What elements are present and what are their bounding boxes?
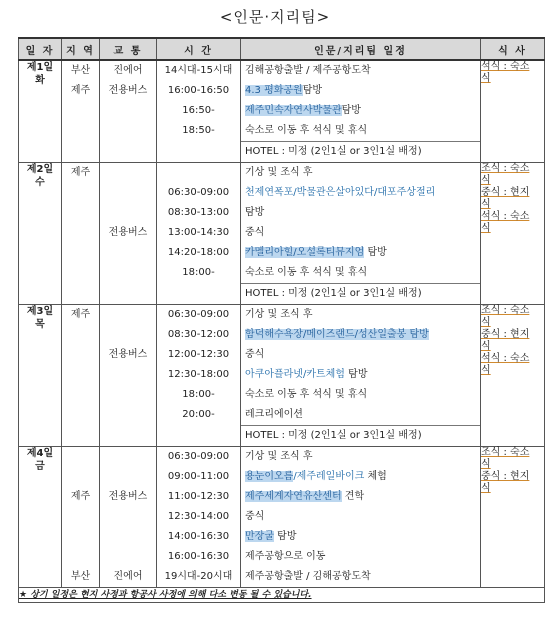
transport-line: 전용버스 xyxy=(108,349,148,360)
time-line xyxy=(157,425,240,445)
transport-line xyxy=(100,365,156,385)
highlighted-place: 제주세계자연유산센터 xyxy=(245,491,342,502)
region-line: 제주 xyxy=(70,167,91,178)
meal-cell xyxy=(481,305,545,447)
itinerary-line xyxy=(241,243,480,263)
transport-cell xyxy=(100,305,157,447)
meal-line: 식 xyxy=(481,341,491,352)
time-line: 18:50- xyxy=(182,125,215,136)
itinerary-line xyxy=(241,365,480,385)
transport-line xyxy=(100,507,156,527)
region-line: 부산 xyxy=(70,65,91,76)
time-cell xyxy=(157,163,241,305)
day-label: 제1일 xyxy=(26,62,54,73)
header-itinerary: 인문/지리팀 일정 xyxy=(241,38,481,60)
meal-line: 조식 : 숙소 xyxy=(481,163,530,174)
itinerary-line xyxy=(241,385,480,405)
meal-line: 중식 : 현지 xyxy=(481,329,530,340)
meal-line: 식 xyxy=(481,73,491,84)
time-line: 11:00-12:30 xyxy=(167,491,230,502)
itinerary-cell xyxy=(241,60,481,163)
region-line xyxy=(62,203,99,223)
time-line: 06:30-09:00 xyxy=(167,451,230,462)
itinerary-text: 중식 xyxy=(245,227,265,238)
time-line: 12:30-14:00 xyxy=(167,511,230,522)
day-cell xyxy=(19,163,62,305)
day-row xyxy=(19,447,545,588)
hotel-info: HOTEL : 미정 (2인1실 or 3인1실 배정) xyxy=(241,283,480,304)
transport-line xyxy=(100,467,156,487)
time-line xyxy=(157,283,240,303)
transport-line xyxy=(100,547,156,567)
time-line: 19시대-20시대 xyxy=(164,571,233,582)
time-line: 16:00-16:30 xyxy=(167,551,230,562)
table-header-row xyxy=(19,38,545,60)
itinerary-text: 탐방 xyxy=(344,369,368,380)
transport-line xyxy=(100,101,156,121)
itinerary-cell xyxy=(241,163,481,305)
itinerary-cell xyxy=(241,305,481,447)
time-cell xyxy=(157,60,241,163)
day-weekday: 금 xyxy=(35,461,45,472)
itinerary-text: 숙소로 이동 후 석식 및 휴식 xyxy=(245,267,368,278)
day-row xyxy=(19,305,545,447)
time-cell xyxy=(157,305,241,447)
meal-cell xyxy=(481,447,545,588)
highlighted-place: 용눈이오름 xyxy=(245,471,294,482)
itinerary-text: 탐방 xyxy=(273,531,297,542)
region-line: 제주 xyxy=(70,309,91,320)
time-line: 08:30-12:00 xyxy=(167,329,230,340)
time-line: 18:00- xyxy=(182,389,215,400)
time-cell xyxy=(157,447,241,588)
time-line: 16:00-16:50 xyxy=(167,85,230,96)
meal-line: 조식 : 숙소 xyxy=(481,305,530,316)
day-label: 제4일 xyxy=(26,448,54,459)
region-line xyxy=(62,507,99,527)
transport-cell xyxy=(100,60,157,163)
meal-line: 식 xyxy=(481,223,491,234)
itinerary-text: 숙소로 이동 후 석식 및 휴식 xyxy=(245,389,368,400)
itinerary-line xyxy=(241,527,480,547)
region-line xyxy=(62,385,99,405)
transport-cell xyxy=(100,163,157,305)
hotel-info: HOTEL : 미정 (2인1실 or 3인1실 배정) xyxy=(241,141,480,162)
itinerary-line xyxy=(241,405,480,425)
header-meal: 식 사 xyxy=(481,38,545,60)
time-line: 13:00-14:30 xyxy=(167,227,230,238)
region-line xyxy=(62,447,99,467)
day-row xyxy=(19,60,545,163)
itinerary-text: 중식 xyxy=(245,349,265,360)
itinerary-line xyxy=(241,183,480,203)
time-line: 06:30-09:00 xyxy=(167,309,230,320)
transport-line xyxy=(100,163,156,183)
region-line xyxy=(62,263,99,283)
itinerary-text: 숙소로 이동 후 석식 및 휴식 xyxy=(245,125,368,136)
itinerary-line xyxy=(241,203,480,223)
time-line: 18:00- xyxy=(182,267,215,278)
time-line: 12:30-18:00 xyxy=(167,369,230,380)
region-line xyxy=(62,425,99,445)
header-region: 지 역 xyxy=(62,38,100,60)
region-cell xyxy=(62,163,100,305)
highlighted-place: 4.3 평화공원 xyxy=(245,85,303,96)
highlighted-place: 카멜리아힐/오설록티뮤지엄 xyxy=(245,247,365,258)
day-weekday: 수 xyxy=(35,177,45,188)
meal-cell xyxy=(481,60,545,163)
transport-line: 전용버스 xyxy=(108,491,148,502)
itinerary-line xyxy=(241,447,480,467)
itinerary-line xyxy=(241,325,480,345)
itinerary-line xyxy=(241,467,480,487)
time-line: 16:50- xyxy=(182,105,215,116)
meal-line: 식 xyxy=(481,483,491,494)
transport-line: 전용버스 xyxy=(108,227,148,238)
transport-line xyxy=(100,243,156,263)
transport-line xyxy=(100,183,156,203)
region-line: 제주 xyxy=(70,491,91,502)
day-cell xyxy=(19,60,62,163)
region-cell xyxy=(62,447,100,588)
time-line: 14:00-16:30 xyxy=(167,531,230,542)
highlighted-place: /제주레일바이크 xyxy=(293,471,365,482)
region-line: 부산 xyxy=(70,571,91,582)
header-day: 일 자 xyxy=(19,38,62,60)
header-transport: 교 통 xyxy=(100,38,157,60)
transport-line xyxy=(100,527,156,547)
itinerary-line xyxy=(241,487,480,507)
itinerary-cell xyxy=(241,447,481,588)
time-line xyxy=(157,163,240,183)
transport-line xyxy=(100,325,156,345)
meal-line: 식 xyxy=(481,175,491,186)
region-line xyxy=(62,325,99,345)
region-line xyxy=(62,243,99,263)
itinerary-text: 탐방 xyxy=(302,85,323,96)
meal-line: 석식 : 숙소 xyxy=(481,211,530,222)
itinerary-line xyxy=(241,547,480,567)
itinerary-text: 탐방 xyxy=(341,105,361,116)
time-line: 06:30-09:00 xyxy=(167,187,230,198)
hotel-info: HOTEL : 미정 (2인1실 or 3인1실 배정) xyxy=(241,425,480,446)
transport-cell xyxy=(100,447,157,588)
highlighted-place: 천제연폭포/박물관은살아있다/대포주상절리 xyxy=(245,187,436,198)
region-line xyxy=(62,547,99,567)
itinerary-text: 견학 xyxy=(341,491,365,502)
itinerary-text: 체험 xyxy=(364,471,387,482)
itinerary-text: 김해공항출발 / 제주공항도착 xyxy=(245,65,371,76)
meal-line: 식 xyxy=(481,199,491,210)
transport-line xyxy=(100,447,156,467)
day-weekday: 목 xyxy=(35,319,45,330)
highlighted-place: 아쿠아플라넷/카트체험 xyxy=(245,369,345,380)
region-line xyxy=(62,121,99,141)
schedule-table xyxy=(18,37,545,603)
transport-line xyxy=(100,121,156,141)
itinerary-text: 레크리에이션 xyxy=(245,409,303,420)
day-row xyxy=(19,163,545,305)
itinerary-line xyxy=(241,101,480,121)
day-cell xyxy=(19,447,62,588)
page-title: <인문·지리팀> xyxy=(219,8,331,26)
meal-line: 식 xyxy=(481,459,491,470)
itinerary-text: 제주공항출발 / 김해공항도착 xyxy=(245,571,371,582)
time-line: 08:30-13:00 xyxy=(167,207,230,218)
day-weekday: 화 xyxy=(35,75,45,86)
footnote-row xyxy=(19,588,545,603)
transport-line xyxy=(100,283,156,303)
region-line xyxy=(62,345,99,365)
itinerary-line xyxy=(241,121,480,141)
day-label: 제2일 xyxy=(26,164,54,175)
highlighted-place: 함덕해수욕장/메이즈랜드/성산일출봉 탐방 xyxy=(245,329,429,340)
itinerary-text: 중식 xyxy=(245,511,265,522)
itinerary-text: 기상 및 조식 후 xyxy=(245,167,313,178)
transport-line: 진에어 xyxy=(113,65,143,76)
time-line: 12:00-12:30 xyxy=(167,349,230,360)
day-cell xyxy=(19,305,62,447)
region-line xyxy=(62,365,99,385)
itinerary-line xyxy=(241,223,480,243)
highlighted-place: 제주민속자연사박물관 xyxy=(245,105,342,116)
transport-line xyxy=(100,405,156,425)
time-line: 09:00-11:00 xyxy=(167,471,230,482)
region-line xyxy=(62,283,99,303)
itinerary-line xyxy=(241,61,480,81)
footnote xyxy=(19,588,545,603)
transport-line xyxy=(100,263,156,283)
region-line xyxy=(62,101,99,121)
meal-line: 석식 : 숙소 xyxy=(481,61,530,72)
region-cell xyxy=(62,60,100,163)
itinerary-text: 탐방 xyxy=(245,207,265,218)
meal-line: 중식 : 현지 xyxy=(481,187,530,198)
itinerary-text: 기상 및 조식 후 xyxy=(245,309,313,320)
meal-line: 식 xyxy=(481,365,491,376)
region-line: 제주 xyxy=(70,85,91,96)
transport-line: 전용버스 xyxy=(108,85,148,96)
transport-line xyxy=(100,305,156,325)
itinerary-line xyxy=(241,81,480,101)
region-line xyxy=(62,405,99,425)
meal-line: 석식 : 숙소 xyxy=(481,353,530,364)
itinerary-line xyxy=(241,263,480,283)
itinerary-line xyxy=(241,345,480,365)
region-cell xyxy=(62,305,100,447)
itinerary-line xyxy=(241,305,480,325)
highlighted-place: 만장굴 xyxy=(245,531,274,542)
region-line xyxy=(62,467,99,487)
transport-line xyxy=(100,203,156,223)
region-line xyxy=(62,183,99,203)
time-line: 20:00- xyxy=(182,409,215,420)
itinerary-line xyxy=(241,163,480,183)
transport-line xyxy=(100,425,156,445)
day-label: 제3일 xyxy=(26,306,54,317)
transport-line: 진에어 xyxy=(113,571,143,582)
itinerary-text: 제주공항으로 이동 xyxy=(245,551,326,562)
itinerary-text: 기상 및 조식 후 xyxy=(245,451,313,462)
region-line xyxy=(62,527,99,547)
footnote-text: ★ 상기 일정은 현지 사정과 항공사 사정에 의해 다소 변동 될 수 있습니다. xyxy=(19,590,312,600)
header-time: 시 간 xyxy=(157,38,241,60)
time-line: 14:20-18:00 xyxy=(167,247,230,258)
region-line xyxy=(62,223,99,243)
meal-line: 조식 : 숙소 xyxy=(481,447,530,458)
meal-line: 식 xyxy=(481,317,491,328)
time-line: 14시대-15시대 xyxy=(164,65,233,76)
itinerary-line xyxy=(241,567,480,587)
meal-line: 중식 : 현지 xyxy=(481,471,530,482)
itinerary-text: 탐방 xyxy=(364,247,387,258)
transport-line xyxy=(100,385,156,405)
itinerary-line xyxy=(241,507,480,527)
meal-cell xyxy=(481,163,545,305)
